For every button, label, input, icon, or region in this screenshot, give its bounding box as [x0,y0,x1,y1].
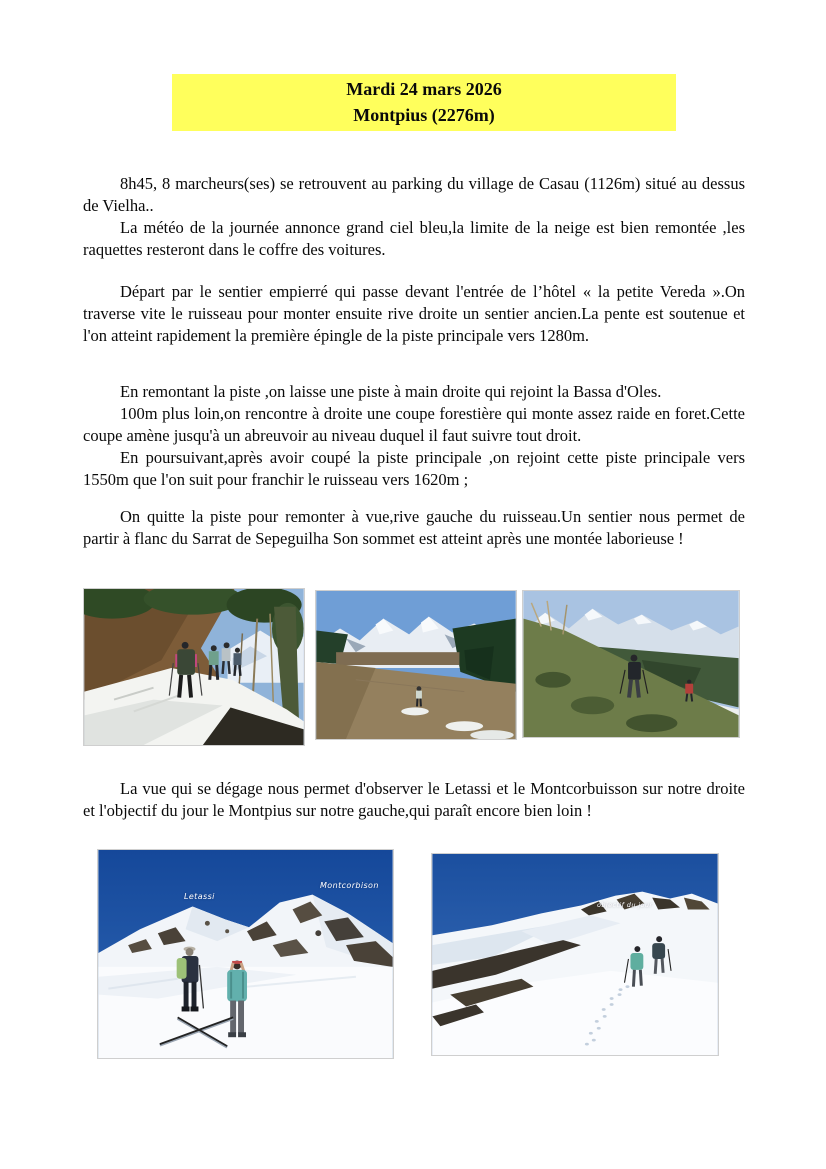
photo-illustration [523,591,739,737]
photo-letassi-montcorbison [97,849,394,1059]
title-date: Mardi 24 mars 2026 [346,79,502,99]
paragraph: En remontant la piste ,on laisse une piste à main droite qui rejoint la Bassa d'Oles. [120,382,662,401]
photo-illustration [316,591,516,739]
photo-illustration [432,854,718,1055]
photo-hikers-snow-trail [83,588,305,746]
title-banner [172,74,676,131]
objective-label: objectif du jour [597,901,653,909]
photo-row-1 [83,588,740,746]
text-block-depart [83,281,745,347]
text-block-piste [83,381,745,491]
photo-illustration [84,589,304,745]
paragraph: On quitte la piste pour remonter à vue,rive gauche du ruisseau.Un sentier nous permet de partir à flanc du Sarrat de Sepeguilha Son sommet est atteint après une montée laborieuse ! [83,507,745,548]
paragraph: La météo de la journée annonce grand ciel bleu,la limite de la neige est bien remontée ,les raquettes resteront dans le coffre des voitures. [83,218,745,259]
paragraph: Départ par le sentier empierré qui passe devant l'entrée de l’hôtel « la petite Vereda ».On traverse vite le ruisseau pour monter ensuite rive droite un sentier ancien.La pente est soutenue et l'on atteint rapidement la première épingle de la piste principale vers 1280m. [83,282,745,345]
text-block-sarrat [83,506,745,550]
paragraph: La vue qui se dégage nous permet d'observer le Letassi et le Montcorbuisson sur notre droite et l'objectif du jour le Montpius sur notre gauche,qui paraît encore bien loin ! [83,779,745,820]
text-block-intro [83,173,745,261]
text-block-vue [83,778,745,822]
paragraph: 8h45, 8 marcheurs(ses) se retrouvent au parking du village de Casau (1126m) situé au dessus de Vielha.. [83,174,745,215]
paragraph: 100m plus loin,on rencontre à droite une coupe forestière qui monte assez raide en foret.Cette coupe amène jusqu'à un abreuvoir au niveau duquel il faut suivre tout droit. [83,404,745,445]
photo-open-slope-valley [315,590,517,740]
photo-row-2 [97,849,719,1059]
paragraph: En poursuivant,après avoir coupé la piste principale ,on rejoint cette piste principale vers 1550m que l'on suit pour franchir le ruisseau vers 1620m ; [83,448,745,489]
photo-final-snow-climb [431,853,719,1056]
title-summit: Montpius (2276m) [353,105,495,125]
photo-hiker-grassy-flank [522,590,740,738]
peak-label-letassi: Letassi [184,892,215,901]
peak-label-montcorbison: Montcorbison [320,881,379,890]
